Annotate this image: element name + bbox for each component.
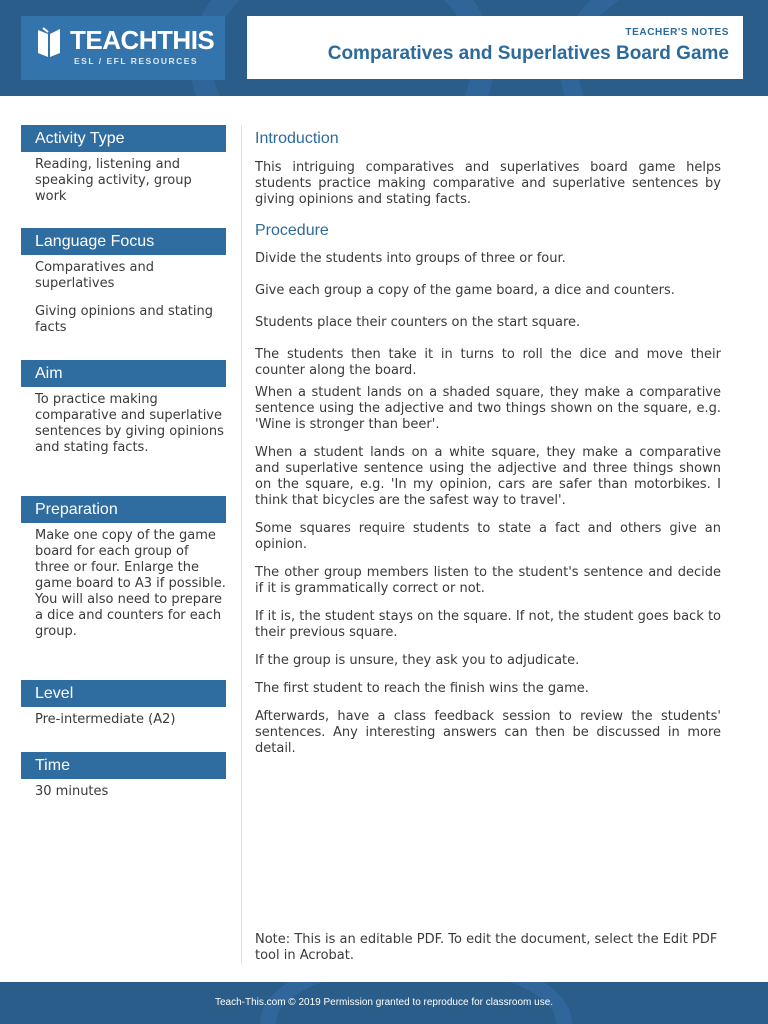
language-focus-section	[21, 228, 226, 348]
column-divider	[241, 125, 242, 965]
activity-type-text: Reading, listening and speaking activity, group work	[35, 157, 192, 204]
level-text: Pre-intermediate (A2)	[35, 712, 176, 727]
time-heading: Time	[21, 752, 226, 779]
language-focus-body	[21, 255, 226, 336]
procedure-heading: Procedure	[255, 222, 329, 239]
language-focus-heading: Language Focus	[21, 228, 226, 255]
procedure-step: When a student lands on a white square, they make a comparative and superlative sentence using the adjective and three things shown on the square, e.g. 'In my opinion, cars are safer than motorbikes. I think that bicycles are the safest way to travel'.	[255, 445, 721, 508]
activity-type-heading: Activity Type	[21, 125, 226, 152]
copyright-text: Teach-This.com © 2019 Permission granted to reproduce for classroom use.	[214, 997, 554, 1008]
page-header	[0, 0, 768, 96]
procedure-step: The other group members listen to the student's sentence and decide if it is grammatically correct or not.	[255, 565, 721, 596]
preparation-text: Make one copy of the game board for each group of three or four. Enlarge the game board to A3 if possible. You will also need to prepare a dice and counters for each group.	[35, 528, 226, 639]
editable-pdf-note: Note: This is an editable PDF. To edit the document, select the Edit PDF tool in Acrobat.	[255, 932, 718, 963]
procedure-step: Divide the students into groups of three or four.	[255, 251, 566, 266]
aim-section	[21, 360, 226, 456]
logo-text: TEACHTHIS	[70, 25, 215, 55]
level-heading: Level	[21, 680, 226, 707]
document-kicker: TEACHER'S NOTES	[625, 27, 729, 38]
preparation-heading: Preparation	[21, 496, 226, 523]
book-logo-icon	[35, 26, 65, 60]
time-text: 30 minutes	[35, 784, 109, 799]
preparation-section	[21, 496, 226, 640]
procedure-step: When a student lands on a shaded square, they make a comparative sentence using the adjective and two things shown on the square, e.g. 'Wine is stronger than beer'.	[255, 385, 721, 432]
activity-type-section	[21, 125, 226, 205]
page-footer	[0, 982, 768, 1024]
procedure-step: If the group is unsure, they ask you to adjudicate.	[255, 653, 580, 668]
procedure-step: Give each group a copy of the game board, a dice and counters.	[255, 283, 675, 298]
aim-heading: Aim	[21, 360, 226, 387]
level-section	[21, 680, 226, 728]
introduction-heading: Introduction	[255, 130, 339, 147]
main-content	[255, 128, 721, 757]
procedure-step: The students then take it in turns to roll the dice and move their counter along the board.	[255, 347, 721, 378]
procedure-step: The first student to reach the finish wins the game.	[255, 681, 589, 696]
introduction-text: This intriguing comparatives and superlatives board game helps students practice making comparative and superlative sentences by giving opinions and stating facts.	[255, 160, 721, 207]
document-title: Comparatives and Superlatives Board Game	[327, 43, 729, 64]
title-box	[247, 16, 743, 79]
language-focus-item: Giving opinions and stating facts	[35, 304, 214, 335]
procedure-step: Some squares require students to state a fact and others give an opinion.	[255, 521, 721, 552]
teachthis-logo[interactable]	[21, 16, 225, 80]
logo-subtitle: ESL / EFL RESOURCES	[74, 56, 199, 66]
procedure-step: Afterwards, have a class feedback session to review the students' sentences. Any interesting answers can then be discussed in more detail.	[255, 709, 721, 756]
language-focus-item: Comparatives and superlatives	[35, 260, 154, 291]
aim-text: To practice making comparative and superlative sentences by giving opinions and stating facts.	[35, 392, 224, 455]
time-section	[21, 752, 226, 800]
procedure-step: If it is, the student stays on the square. If not, the student goes back to their previous square.	[255, 609, 721, 640]
procedure-step: Students place their counters on the start square.	[255, 315, 581, 330]
